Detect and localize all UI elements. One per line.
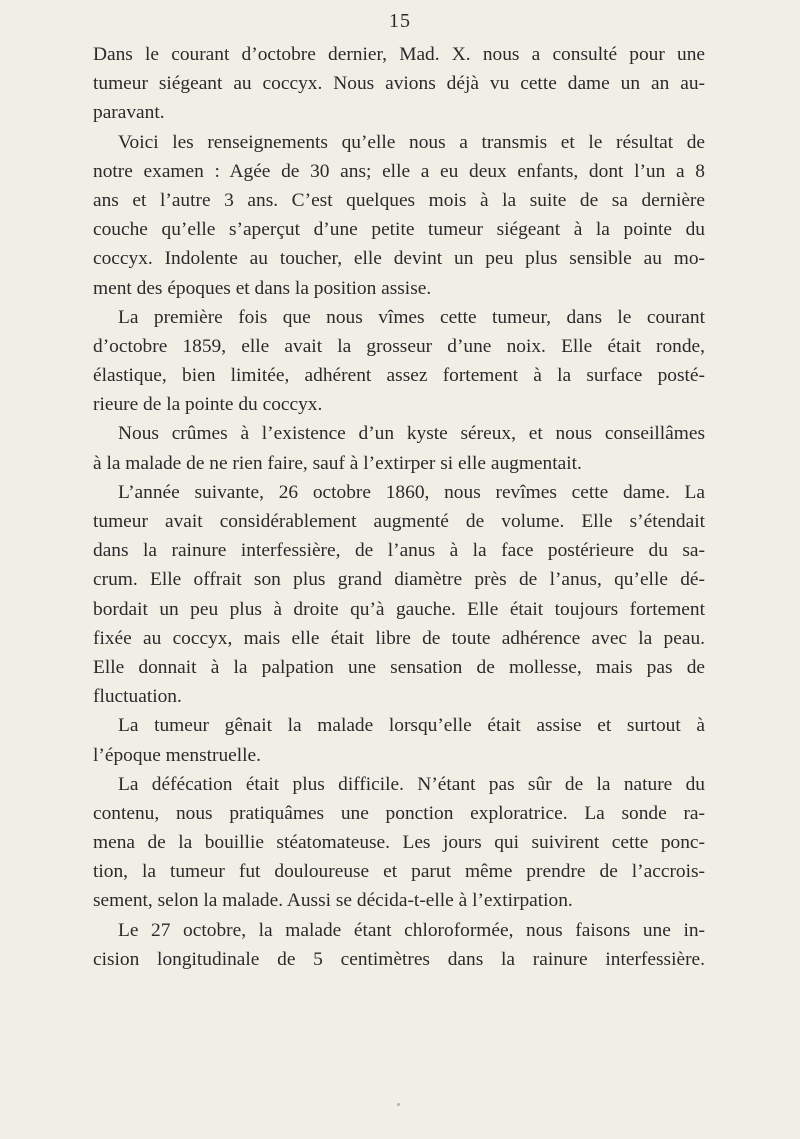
text-line: mena de la bouillie stéatomateuse. Les jours qui suivirent cette ponc- bbox=[93, 832, 705, 854]
text-line: d’octobre 1859, elle avait la grosseur d’une noix. Elle était ronde, bbox=[93, 335, 705, 357]
text-line: rieure de la pointe du coccyx. bbox=[93, 394, 323, 416]
text-line: tion, la tumeur fut douloureuse et parut même prendre de l’accrois- bbox=[93, 861, 705, 883]
text-line: contenu, nous pratiquâmes une ponction exploratrice. La sonde ra- bbox=[93, 802, 705, 824]
text-line: ment des époques et dans la position assise. bbox=[93, 277, 432, 299]
text-line: L’année suivante, 26 octobre 1860, nous revîmes cette dame. La bbox=[118, 481, 705, 503]
text-line: dans la rainure interfessière, de l’anus à la face postérieure du sa- bbox=[93, 540, 705, 562]
text-line: ans et l’autre 3 ans. C’est quelques mois à la suite de sa dernière bbox=[93, 189, 705, 211]
text-line: paravant. bbox=[93, 102, 165, 124]
text-line: coccyx. Indolente au toucher, elle devint un peu plus sensible au mo- bbox=[93, 248, 705, 270]
text-line: fixée au coccyx, mais elle était libre de toute adhérence avec la peau. bbox=[93, 627, 705, 649]
text-line: La tumeur gênait la malade lorsqu’elle était assise et surtout à bbox=[118, 715, 705, 737]
text-line: tumeur siégeant au coccyx. Nous avions déjà vu cette dame un an au- bbox=[93, 73, 705, 95]
text-line: notre examen : Agée de 30 ans; elle a eu deux enfants, dont l’un a 8 bbox=[93, 160, 705, 182]
text-line: élastique, bien limitée, adhérent assez fortement à la surface posté- bbox=[93, 365, 705, 387]
text-line: crum. Elle offrait son plus grand diamètre près de l’anus, qu’elle dé- bbox=[93, 569, 705, 591]
page-number: 15 bbox=[389, 10, 411, 32]
text-line: Nous crûmes à l’existence d’un kyste séreux, et nous conseillâmes bbox=[118, 423, 705, 445]
paper-speck bbox=[397, 1103, 400, 1106]
text-line: Voici les renseignements qu’elle nous a transmis et le résultat de bbox=[118, 131, 705, 153]
body-text bbox=[93, 40, 705, 974]
text-line: Dans le courant d’octobre dernier, Mad. X. nous a consulté pour une bbox=[93, 44, 705, 65]
text-line: La défécation était plus difficile. N’étant pas sûr de la nature du bbox=[118, 773, 705, 795]
text-line: fluctuation. bbox=[93, 686, 182, 708]
text-line: tumeur avait considérablement augmenté de volume. Elle s’étendait bbox=[93, 511, 705, 532]
text-line: cision longitudinale de 5 centimètres dans la rainure interfessière. bbox=[93, 948, 705, 970]
text-line: couche qu’elle s’aperçut d’une petite tumeur siégeant à la pointe du bbox=[93, 219, 705, 241]
text-line: Elle donnait à la palpation une sensation de mollesse, mais pas de bbox=[93, 656, 705, 678]
text-line: à la malade de ne rien faire, sauf à l’extirper si elle augmentait. bbox=[93, 452, 582, 474]
text-line: Le 27 octobre, la malade étant chloroformée, nous faisons une in- bbox=[118, 919, 705, 941]
text-line: bordait un peu plus à droite qu’à gauche. Elle était toujours fortement bbox=[93, 598, 705, 620]
text-line: La première fois que nous vîmes cette tumeur, dans le courant bbox=[118, 306, 705, 328]
text-line: l’époque menstruelle. bbox=[93, 744, 261, 766]
text-line: sement, selon la malade. Aussi se décida-t-elle à l’extirpation. bbox=[93, 890, 573, 912]
